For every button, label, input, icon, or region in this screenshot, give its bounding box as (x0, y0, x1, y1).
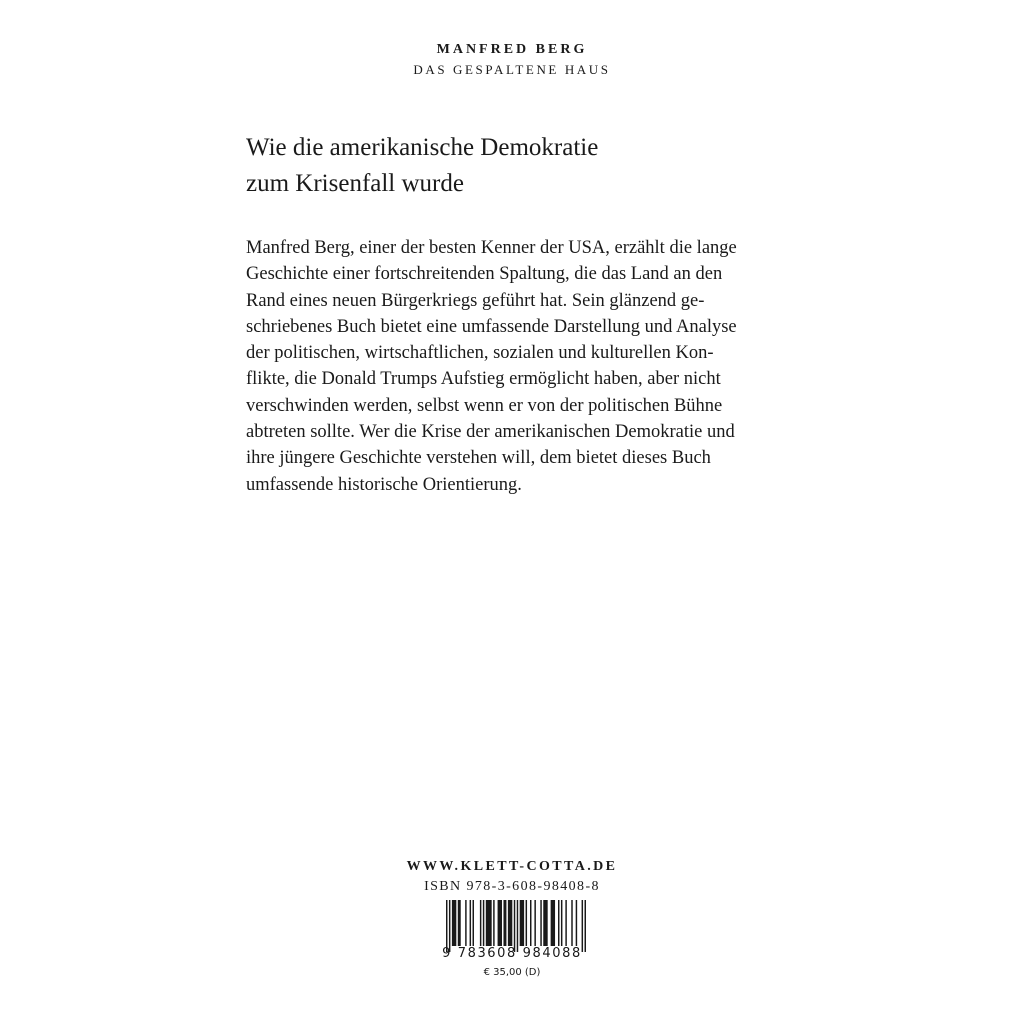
footer (0, 857, 1024, 897)
subtitle-line: Wie die amerikanische Demokratie (246, 134, 599, 161)
barcode-bar (483, 900, 484, 946)
blurb-line: flikte, die Donald Trumps Aufstieg ermöglicht haben, aber nicht (246, 369, 721, 390)
barcode-bar (520, 900, 524, 946)
blurb-line: ihre jüngere Geschichte verstehen will, dem bietet dieses Buch (246, 448, 711, 469)
subtitle-line: zum Krisenfall wurde (246, 170, 464, 197)
blurb-line: verschwinden werden, selbst wenn er von der politischen Bühne (246, 395, 723, 416)
isbn-number: ISBN 978-3-608-98408-8 (424, 879, 600, 894)
barcode-bar (561, 900, 562, 946)
barcode-bar (486, 900, 492, 946)
barcode-guard-bar (585, 900, 586, 952)
barcode-bar (530, 900, 531, 946)
blurb-line: Geschichte einer fortschreitenden Spaltung, die das Land an den (246, 264, 723, 285)
barcode-bar (498, 900, 502, 946)
header (0, 40, 1024, 80)
book-title: DAS GESPALTENE HAUS (413, 62, 611, 77)
publisher-website: WWW.KLETT-COTTA.DE (406, 859, 618, 874)
barcode-bar (526, 900, 527, 946)
barcode-bar (465, 900, 466, 946)
barcode-bar (503, 900, 506, 946)
barcode-bar (452, 900, 456, 946)
barcode-bar (493, 900, 494, 946)
barcode-bar (458, 900, 461, 946)
blurb-line: umfassende historische Orientierung. (246, 474, 522, 495)
blurb-line: schriebenes Buch bietet eine umfassende Darstellung und Analyse (246, 316, 737, 337)
barcode-bar (551, 900, 555, 946)
barcode-bar (534, 900, 535, 946)
barcode-bar (473, 900, 474, 946)
barcode-bar (508, 900, 512, 946)
barcode-guard-bar (449, 900, 450, 952)
barcode-bar (565, 900, 566, 946)
blurb-text (246, 235, 806, 498)
barcode-guard-bar (517, 900, 518, 952)
barcode-guard-bar (446, 900, 447, 952)
barcode-bar (558, 900, 559, 946)
barcode-bar (540, 900, 541, 946)
barcode-bar (543, 900, 547, 946)
barcode-bar (576, 900, 577, 946)
barcode-bar (480, 900, 481, 946)
blurb-line: abtreten sollte. Wer die Krise der amerikanischen Demokratie und (246, 422, 735, 443)
blurb-line: Rand eines neuen Bürgerkriegs geführt hat. Sein glänzend ge- (246, 290, 705, 311)
author-name: MANFRED BERG (436, 42, 588, 57)
barcode-bar (571, 900, 572, 946)
price-label: € 35,00 (D) (483, 967, 541, 978)
barcode-bar (470, 900, 471, 946)
barcode-guard-bar (582, 900, 583, 952)
blurb-line: Manfred Berg, einer der besten Kenner der USA, erzählt die lange (246, 238, 737, 258)
barcode-guard-bar (514, 900, 515, 952)
blurb-line: der politischen, wirtschaftlichen, sozialen und kulturellen Kon- (246, 343, 714, 364)
barcode-digits: 9 783608 984088 (442, 946, 582, 961)
subtitle (246, 130, 806, 202)
